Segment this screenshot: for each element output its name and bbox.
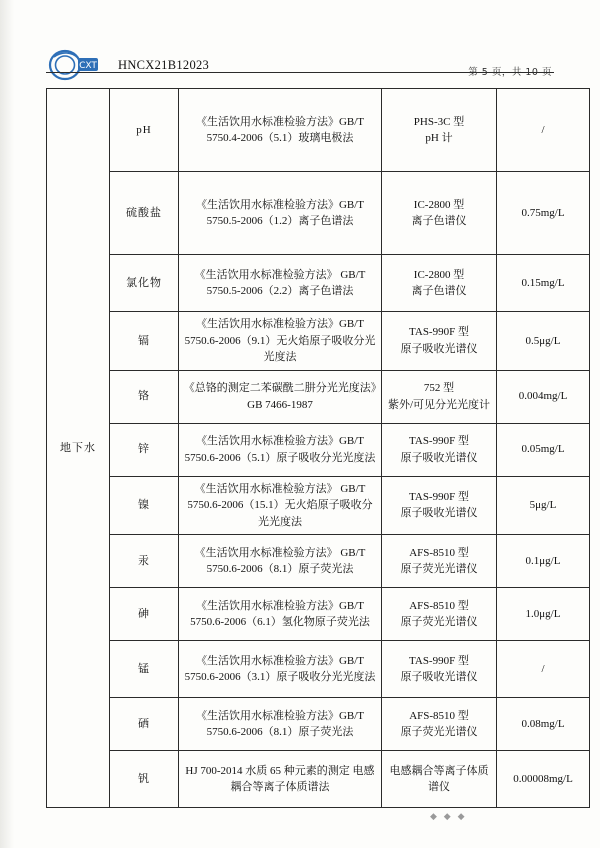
method-cell: 《生活饮用水标准检验方法》GB/T 5750.6-2006（3.1）原子吸收分光光度法 [179, 641, 382, 698]
limit-cell: 0.05mg/L [497, 423, 590, 476]
instrument-cell: TAS-990F 型 原子吸收光谱仪 [382, 641, 497, 698]
instrument-cell: TAS-990F 型 原子吸收光谱仪 [382, 423, 497, 476]
item-cell: 镉 [110, 312, 179, 371]
item-cell: 镍 [110, 476, 179, 535]
table-row [47, 476, 590, 535]
limit-cell: 0.08mg/L [497, 698, 590, 751]
item-cell: 钒 [110, 751, 179, 808]
instrument-cell: 752 型 紫外/可见分光光度计 [382, 370, 497, 423]
item-cell: 硫酸盐 [110, 172, 179, 255]
instrument-cell: TAS-990F 型 原子吸收光谱仪 [382, 476, 497, 535]
category-cell: 地下水 [47, 89, 110, 808]
instrument-cell: PHS-3C 型 pH 计 [382, 89, 497, 172]
page-edge-shadow [0, 0, 14, 848]
table-row [47, 89, 590, 172]
item-cell: pH [110, 89, 179, 172]
limit-cell: 0.1μg/L [497, 535, 590, 588]
header-divider [46, 72, 554, 73]
svg-text:CXT: CXT [79, 61, 97, 71]
item-cell: 铬 [110, 370, 179, 423]
method-cell: 《生活饮用水标准检验方法》 GB/T 5750.6-2006（8.1）原子荧光法 [179, 535, 382, 588]
method-cell: 《生活饮用水标准检验方法》 GB/T 5750.6-2006（15.1）无火焰原子吸收分光光度法 [179, 476, 382, 535]
limit-cell: 0.5μg/L [497, 312, 590, 371]
table-row [47, 588, 590, 641]
table-row [47, 641, 590, 698]
method-cell: 《生活饮用水标准检验方法》GB/T 5750.6-2006（6.1）氢化物原子荧光法 [179, 588, 382, 641]
method-cell: HJ 700-2014 水质 65 种元素的测定 电感耦合等离子体质谱法 [179, 751, 382, 808]
table-row [47, 535, 590, 588]
method-cell: 《生活饮用水标准检验方法》 GB/T 5750.5-2006（2.2）离子色谱法 [179, 255, 382, 312]
limit-cell: 0.00008mg/L [497, 751, 590, 808]
item-cell: 砷 [110, 588, 179, 641]
table-row [47, 312, 590, 371]
instrument-cell: IC-2800 型 离子色谱仪 [382, 172, 497, 255]
method-cell: 《总铬的测定二苯碳酰二肼分光光度法》GB 7466-1987 [179, 370, 382, 423]
item-cell: 汞 [110, 535, 179, 588]
method-cell: 《生活饮用水标准检验方法》GB/T 5750.6-2006（5.1）原子吸收分光光度法 [179, 423, 382, 476]
limit-cell: / [497, 89, 590, 172]
limit-cell: 0.15mg/L [497, 255, 590, 312]
item-cell: 锌 [110, 423, 179, 476]
method-cell: 《生活饮用水标准检验方法》GB/T 5750.6-2006（9.1）无火焰原子吸收分光光度法 [179, 312, 382, 371]
item-cell: 氯化物 [110, 255, 179, 312]
table-row [47, 172, 590, 255]
table-row [47, 751, 590, 808]
table-row [47, 370, 590, 423]
limit-cell: 0.004mg/L [497, 370, 590, 423]
instrument-cell: AFS-8510 型 原子荧光光谱仪 [382, 698, 497, 751]
document-header [0, 22, 600, 70]
item-cell: 硒 [110, 698, 179, 751]
instrument-cell: 电感耦合等离子体质谱仪 [382, 751, 497, 808]
method-cell: 《生活饮用水标准检验方法》GB/T 5750.5-2006（1.2）离子色谱法 [179, 172, 382, 255]
page-number [468, 64, 552, 78]
report-table-body [47, 89, 590, 808]
instrument-cell: AFS-8510 型 原子荧光光谱仪 [382, 535, 497, 588]
limit-cell: 1.0μg/L [497, 588, 590, 641]
instrument-cell: TAS-990F 型 原子吸收光谱仪 [382, 312, 497, 371]
report-table-container [46, 88, 573, 808]
item-cell: 锰 [110, 641, 179, 698]
report-table [46, 88, 590, 808]
footer-mark: ◆ ◆ ◆ [430, 812, 467, 822]
company-logo-icon [48, 48, 100, 82]
limit-cell: / [497, 641, 590, 698]
table-row [47, 698, 590, 751]
method-cell: 《生活饮用水标准检验方法》GB/T 5750.6-2006（8.1）原子荧光法 [179, 698, 382, 751]
table-row [47, 255, 590, 312]
instrument-cell: AFS-8510 型 原子荧光光谱仪 [382, 588, 497, 641]
table-row [47, 423, 590, 476]
method-cell: 《生活饮用水标准检验方法》GB/T 5750.4-2006（5.1）玻璃电极法 [179, 89, 382, 172]
limit-cell: 0.75mg/L [497, 172, 590, 255]
limit-cell: 5μg/L [497, 476, 590, 535]
instrument-cell: IC-2800 型 离子色谱仪 [382, 255, 497, 312]
document-code: HNCX21B12023 [118, 58, 210, 72]
